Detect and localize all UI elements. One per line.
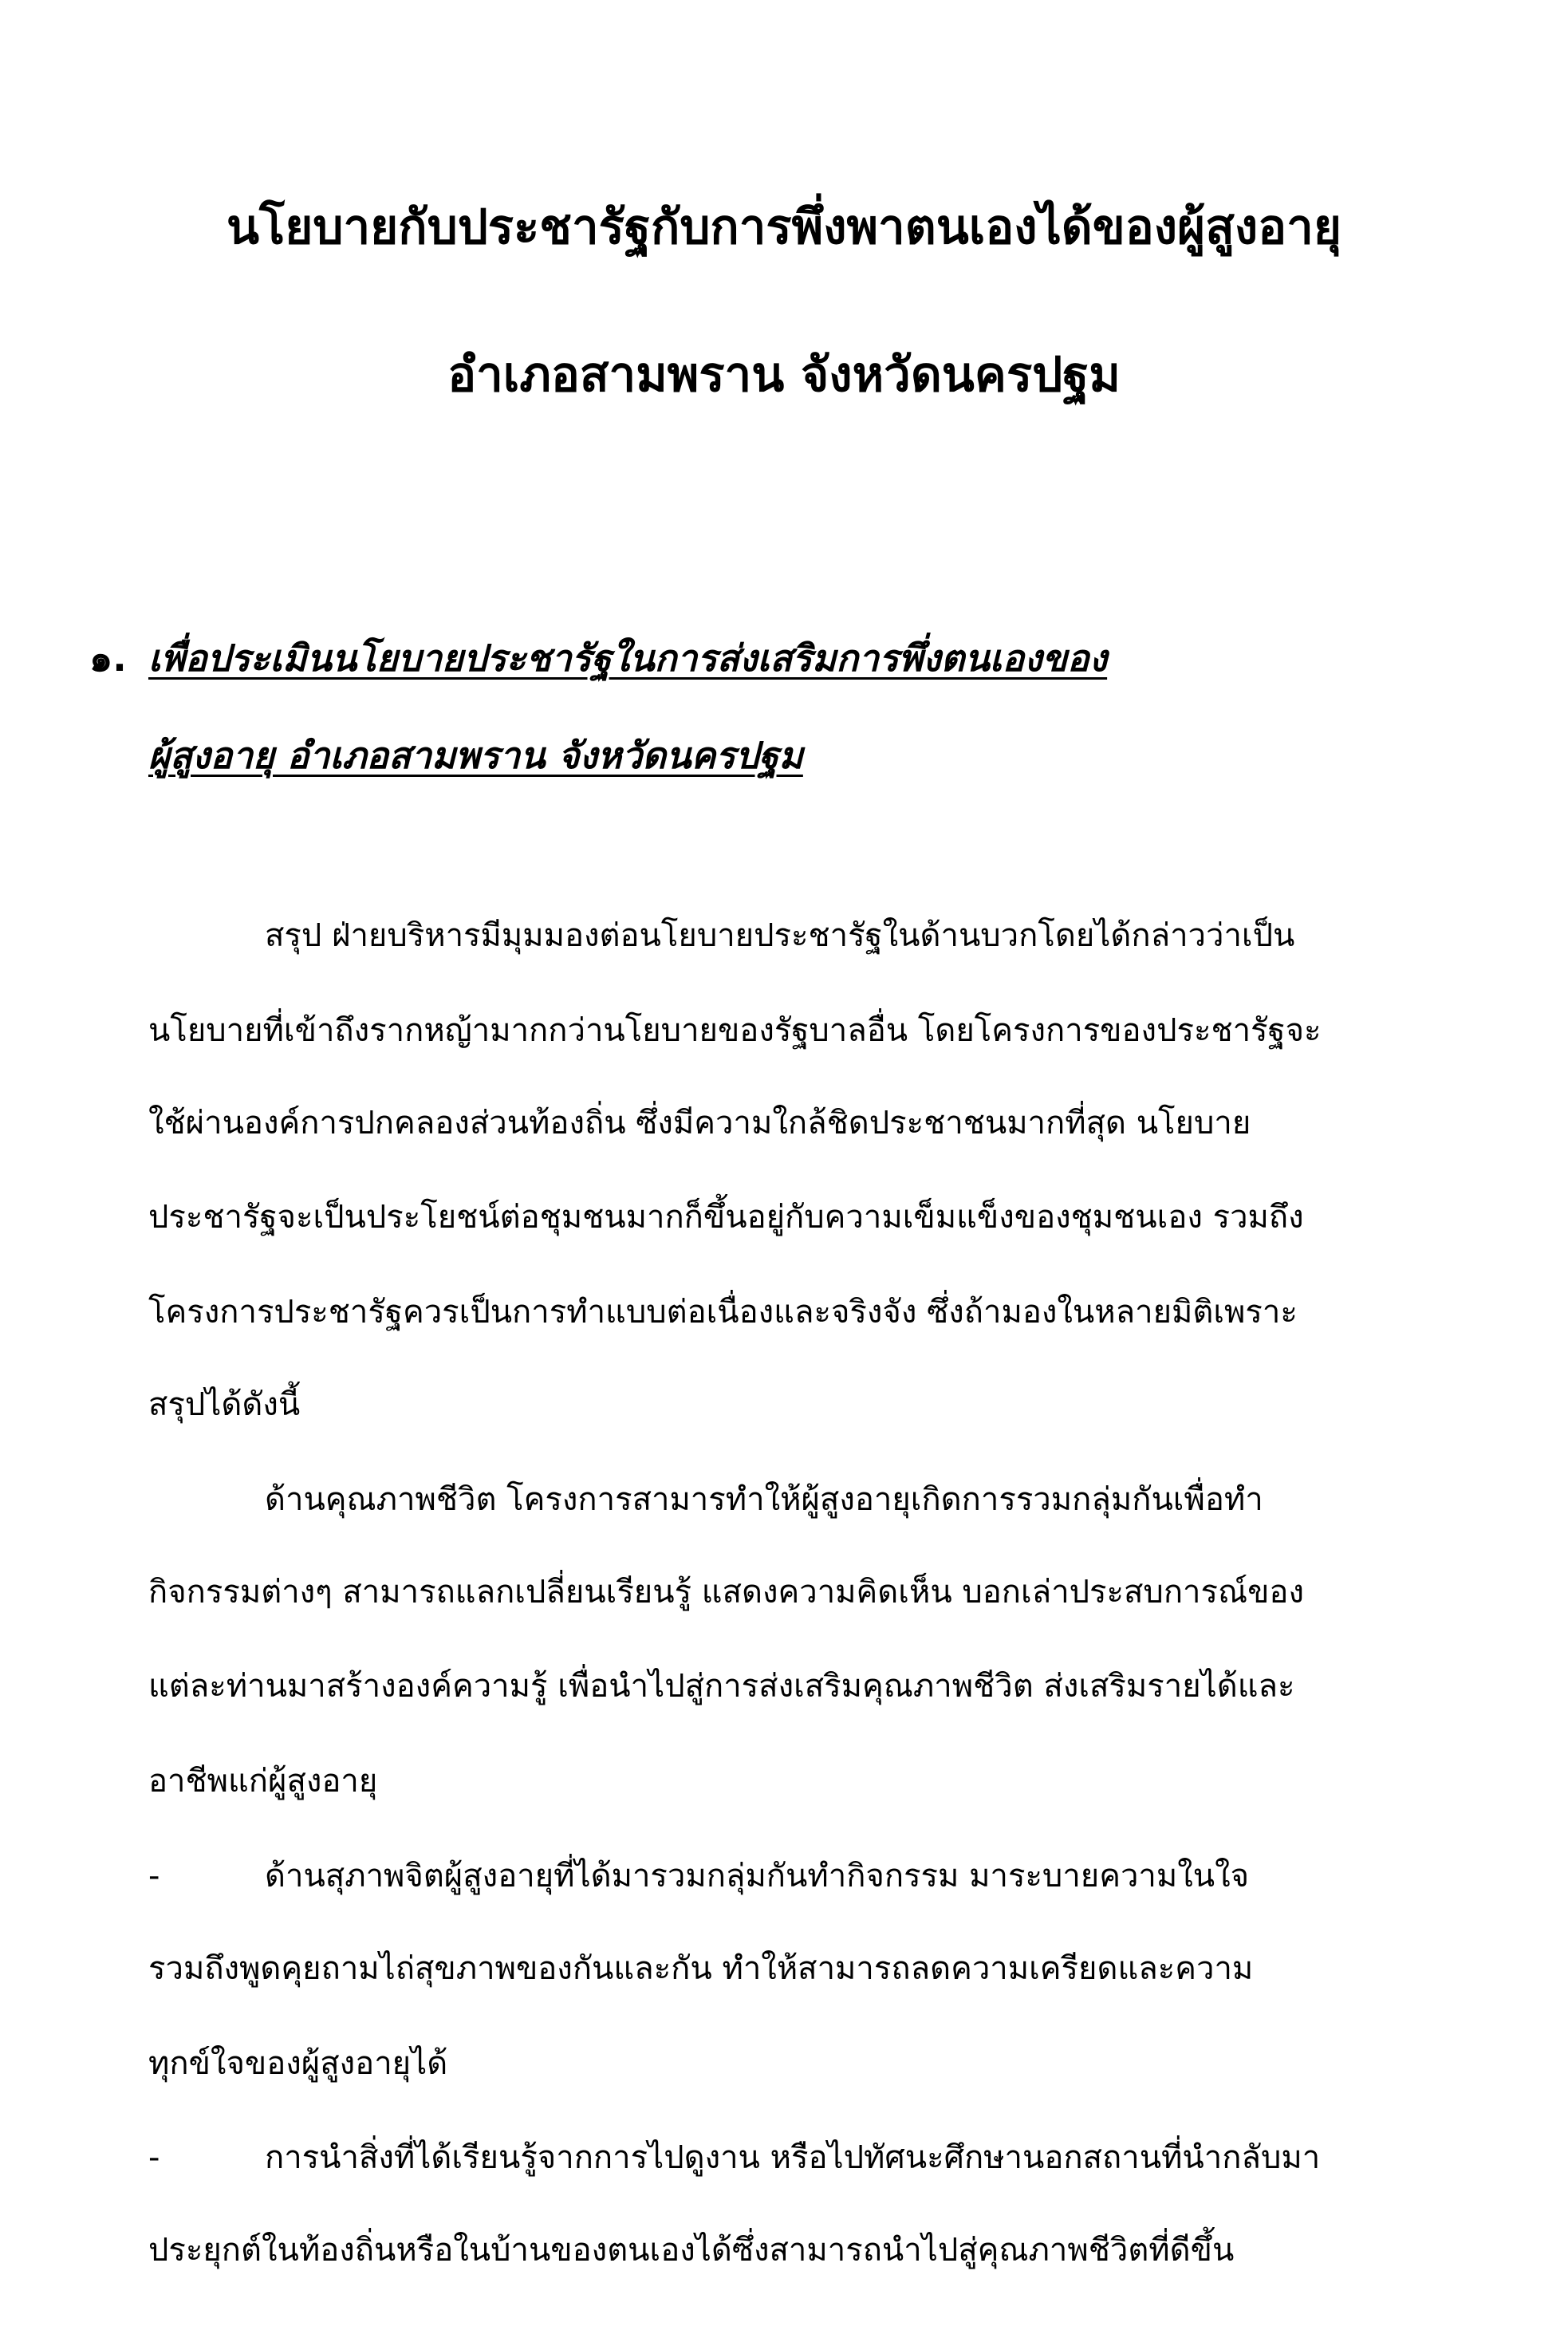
bullet-1-line-2: รวมถึงพูดคุยถามไถ่สุขภาพของกันและกัน ทำให้สามารถลดความเครียดและความ [148,1950,1254,1987]
paragraph-2-line-3: แต่ละท่านมาสร้างองค์ความรู้ เพื่อนำไปสู่การส่งเสริมคุณภาพชีวิต ส่งเสริมรายได้และ [148,1668,1295,1705]
bullet-1-marker: - [148,1858,160,1894]
bullet-2-line-2: ประยุกต์ในท้องถิ่นหรือในบ้านของตนเองได้ซึ่งสามารถนำไปสู่คุณภาพชีวิตที่ดีขึ้น [148,2232,1235,2269]
paragraph-1-line-6: สรุปได้ดังนี้ [148,1386,301,1423]
paragraph-1-line-4: ประชารัฐจะเป็นประโยชน์ต่อชุมชนมากก็ขึ้นอยู่กับความเข็มแข็งของชุมชนเอง รวมถึง [148,1199,1304,1236]
bullet-2-line-1: การนำสิ่งที่ได้เรียนรู้จากการไปดูงาน หรือไปทัศนะศึกษานอกสถานที่นำกลับมา [265,2139,1321,2176]
paragraph-1-line-5: โครงการประชารัฐควรเป็นการทำแบบต่อเนื่องและจริงจัง ซึ่งถ้ามองในหลายมิติเพราะ [148,1294,1298,1331]
bullet-1-line-3: ทุกข์ใจของผู้สูงอายุได้ [148,2045,448,2082]
paragraph-1-line-1: สรุป ฝ่ายบริหารมีมุมมองต่อนโยบายประชารัฐในด้านบวกโดยได้กล่าวว่าเป็น [265,917,1295,954]
section-heading-text-1: เพื่อประเมินนโยบายประชารัฐในการส่งเสริมการพึ่งตนเองของ [148,637,1108,680]
paragraph-1-line-3: ใช้ผ่านองค์การปกคลองส่วนท้องถิ่น ซึ่งมีความใกล้ชิดประชาชนมากที่สุด นโยบาย [148,1105,1251,1141]
section-heading-text-2: ผู้สูงอายุ อำเภอสามพราน จังหวัดนครปฐม [148,734,803,777]
document-title-line-1: นโยบายกับประชารัฐกับการพึ่งพาตนเองได้ของผู้สูงอายุ [226,199,1342,255]
paragraph-2-line-4: อาชีพแก่ผู้สูงอายุ [148,1763,378,1800]
paragraph-2-line-1: ด้านคุณภาพชีวิต โครงการสามารทำให้ผู้สูงอายุเกิดการรวมกลุ่มกันเพื่อทำ [265,1481,1263,1518]
section-heading-line-2 [148,716,803,795]
paragraph-1-line-2: นโยบายที่เข้าถึงรากหญ้ามากกว่านโยบายของรัฐบาลอื่น โดยโครงการของประชารัฐจะ [148,1012,1322,1049]
section-number: ๑. [89,637,127,680]
document-title-line-2: อำเภอสามพราน จังหวัดนครปฐม [447,347,1121,403]
bullet-2-marker: - [148,2139,160,2176]
bullet-1-line-1: ด้านสุภาพจิตผู้สูงอายุที่ได้มารวมกลุ่มกันทำกิจกรรม มาระบายความในใจ [265,1858,1250,1894]
paragraph-2-line-2: กิจกรรมต่างๆ สามารถแลกเปลี่ยนเรียนรู้ แสดงความคิดเห็น บอกเล่าประสบการณ์ของ [148,1574,1304,1610]
section-heading-line-1 [148,618,1107,698]
